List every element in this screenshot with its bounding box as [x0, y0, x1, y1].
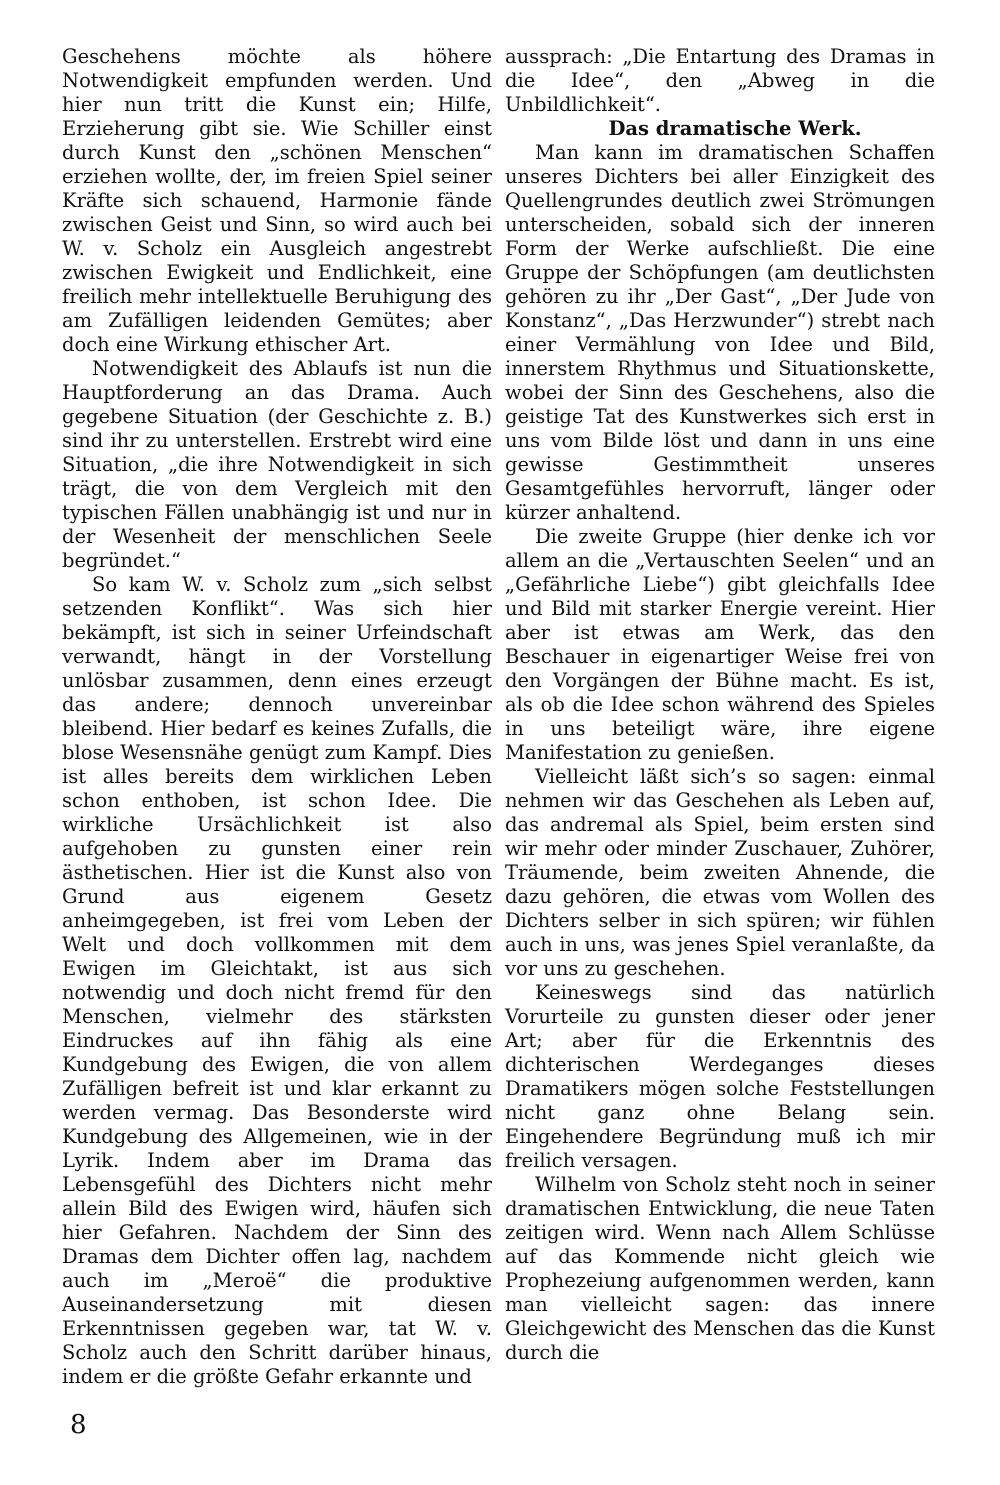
right-column [505, 45, 935, 1365]
right-intro-paragraph: aussprach: „Die Entartung des Dramas in die Idee“, den „Abweg in die Unbildlichkeit“. [505, 45, 935, 116]
right-paragraph-1: Man kann im dramatischen Schaffen unseres Dichters bei aller Einzigkeit des Quellengrundes deutlich zwei Strömungen unterscheiden, sobald sich der inneren Form der Werke aufschließt. Die eine Gruppe der Schöpfungen (am deutlichsten gehören zu ihr „Der Gast“, „Der Jude von Konstanz“, „Das Herzwunder“) strebt nach einer Vermählung von Idee und Bild, innerstem Rhythmus und Situationskette, wobei der Sinn des Geschehens, also die geistige Tat des Kunstwerkes sich erst in uns vom Bilde löst und dann in uns eine gewisse Gestimmtheit unseres Gesamtgefühles hervorruft, länger oder kürzer anhaltend. [505, 141, 935, 524]
page-number: 8 [70, 1410, 87, 1440]
left-paragraph-2: Notwendigkeit des Ablaufs ist nun die Hauptforderung an das Drama. Auch gegebene Situation (der Geschichte z. B.) sind ihr zu unterstellen. Erstrebt wird eine Situation, „die ihre Notwendigkeit in sich trägt, die von dem Vergleich mit den typischen Fällen unabhängig ist und nur in der Wesenheit der menschlichen Seele begründet.“ [62, 357, 492, 572]
left-paragraph-3: So kam W. v. Scholz zum „sich selbst setzenden Konflikt“. Was sich hier bekämpft, ist sich in seiner Urfeindschaft verwandt, hängt in der Vorstellung unlösbar zusammen, denn eines erzeugt das andere; dennoch unvereinbar bleibend. Hier bedarf es keines Zufalls, die blose Wesensnähe genügt zum Kampf. Dies ist alles bereits dem wirklichen Leben schon enthoben, ist schon Idee. Die wirkliche Ursächlichkeit ist also aufgehoben zu gunsten einer rein ästhetischen. Hier ist die Kunst also von Grund aus eigenem Gesetz anheimgegeben, ist frei vom Leben der Welt und doch vollkommen mit dem Ewigen im Gleichtakt, ist aus sich notwendig und doch nicht fremd für den Menschen, vielmehr des stärksten Eindruckes auf ihn fähig als eine Kundgebung des Ewigen, die von allem Zufälligen befreit ist und klar erkannt zu werden vermag. Das Besonderste wird Kundgebung des Allgemeinen, wie in der Lyrik. Indem aber im Drama das Lebensgefühl des Dichters nicht mehr allein Bild des Ewigen wird, häufen sich hier Gefahren. Nachdem der Sinn des Dramas dem Dichter offen lag, nachdem auch im „Meroë“ die produktive Auseinandersetzung mit diesen Erkenntnissen gegeben war, tat W. v. Scholz auch den Schritt darüber hinaus, indem er die größte Gefahr erkannte und [62, 573, 492, 1388]
section-heading: Das dramatische Werk. [608, 117, 862, 140]
right-paragraph-3: Vielleicht läßt sich’s so sagen: einmal nehmen wir das Geschehen als Leben auf, das andremal als Spiel, beim ersten sind wir mehr oder minder Zuschauer, Zuhörer, Träumende, beim zweiten Ahnende, die dazu gehören, die etwas vom Wollen des Dichters selber in sich spüren; wir fühlen auch in uns, was jenes Spiel veranlaßte, da vor uns zu geschehen. [505, 765, 935, 980]
right-paragraph-2: Die zweite Gruppe (hier denke ich vor allem an die „Vertauschten Seelen“ und an „Gefährliche Liebe“) gibt gleichfalls Idee und Bild mit starker Energie vereint. Hier aber ist etwas am Werk, das den Beschauer in eigenartiger Weise frei von den Vorgängen der Bühne macht. Es ist, als ob die Idee schon während des Spieles in uns beteiligt wäre, ihre eigene Manifestation zu genießen. [505, 525, 935, 764]
left-paragraph-1: Geschehens möchte als höhere Notwendigkeit empfunden werden. Und hier nun tritt die Kunst ein; Hilfe, Erzieherung gibt sie. Wie Schiller einst durch Kunst den „schönen Menschen“ erziehen wollte, der, im freien Spiel seiner Kräfte sich schauend, Harmonie fände zwischen Geist und Sinn, so wird auch bei W. v. Scholz ein Ausgleich angestrebt zwischen Ewigkeit und Endlichkeit, eine freilich mehr intellektuelle Beruhigung des am Zufälligen leidenden Gemütes; aber doch eine Wirkung ethischer Art. [62, 45, 492, 356]
right-paragraph-4: Keineswegs sind das natürlich Vorurteile zu gunsten dieser oder jener Art; aber für die Erkenntnis des dichterischen Werdeganges dieses Dramatikers mögen solche Feststellungen nicht ganz ohne Belang sein. Eingehendere Begründung muß ich mir freilich versagen. [505, 981, 935, 1172]
right-paragraph-5: Wilhelm von Scholz steht noch in seiner dramatischen Entwicklung, die neue Taten zeitigen wird. Wenn nach Allem Schlüsse auf das Kommende nicht gleich wie Prophezeiung aufgenommen werden, kann man vielleicht sagen: das innere Gleichgewicht des Menschen das die Kunst durch die [505, 1173, 935, 1364]
left-column [62, 45, 492, 1389]
